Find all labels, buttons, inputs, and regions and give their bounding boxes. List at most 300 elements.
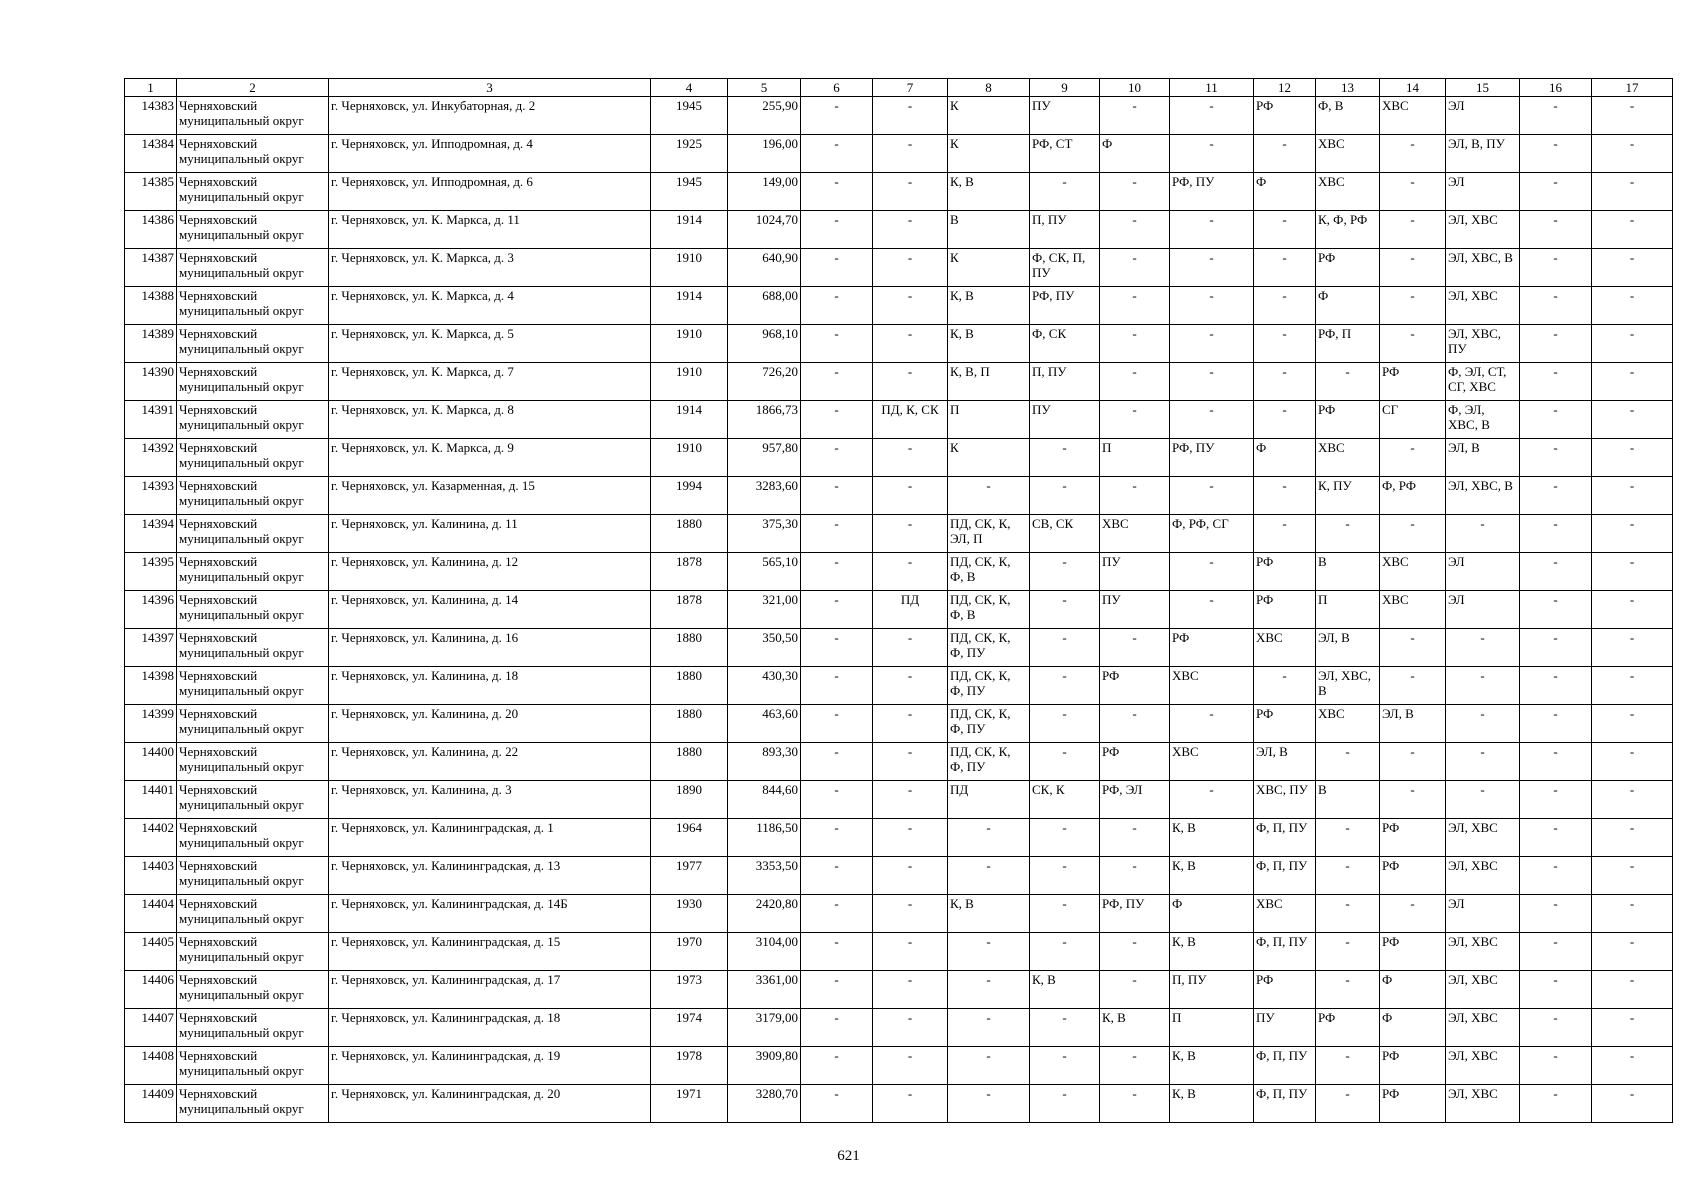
cell-c13: К, ПУ bbox=[1316, 477, 1380, 515]
cell-c11: - bbox=[1170, 249, 1254, 287]
cell-c12: ЭЛ, В bbox=[1254, 743, 1316, 781]
cell-area: 1024,70 bbox=[728, 211, 801, 249]
cell-c10: - bbox=[1100, 629, 1170, 667]
cell-district: Черняховский муниципальный округ bbox=[177, 743, 329, 781]
cell-c13: ХВС bbox=[1316, 135, 1380, 173]
cell-c13: - bbox=[1316, 933, 1380, 971]
cell-c11: - bbox=[1170, 325, 1254, 363]
cell-area: 149,00 bbox=[728, 173, 801, 211]
cell-area: 957,80 bbox=[728, 439, 801, 477]
cell-area: 1186,50 bbox=[728, 819, 801, 857]
cell-id: 14408 bbox=[125, 1047, 177, 1085]
table-row bbox=[125, 325, 1673, 363]
cell-district: Черняховский муниципальный округ bbox=[177, 211, 329, 249]
cell-c15: ЭЛ, ХВС bbox=[1446, 933, 1520, 971]
cell-c7: - bbox=[873, 211, 948, 249]
table-row bbox=[125, 553, 1673, 591]
cell-area: 255,90 bbox=[728, 97, 801, 135]
table-row bbox=[125, 743, 1673, 781]
cell-c14: - bbox=[1380, 135, 1446, 173]
cell-c11: РФ, ПУ bbox=[1170, 173, 1254, 211]
cell-c11: - bbox=[1170, 477, 1254, 515]
cell-c8: ПД bbox=[948, 781, 1030, 819]
cell-c7: - bbox=[873, 895, 948, 933]
cell-c6: - bbox=[801, 705, 873, 743]
cell-c17: - bbox=[1592, 401, 1673, 439]
cell-area: 1866,73 bbox=[728, 401, 801, 439]
cell-c13: - bbox=[1316, 857, 1380, 895]
cell-c14: РФ bbox=[1380, 1047, 1446, 1085]
cell-year: 1880 bbox=[651, 667, 728, 705]
cell-c11: ХВС bbox=[1170, 743, 1254, 781]
cell-c12: РФ bbox=[1254, 591, 1316, 629]
cell-c7: - bbox=[873, 933, 948, 971]
cell-c13: - bbox=[1316, 895, 1380, 933]
cell-area: 968,10 bbox=[728, 325, 801, 363]
cell-district: Черняховский муниципальный округ bbox=[177, 1085, 329, 1123]
cell-district: Черняховский муниципальный округ bbox=[177, 1009, 329, 1047]
cell-area: 3283,60 bbox=[728, 477, 801, 515]
cell-c10: - bbox=[1100, 363, 1170, 401]
cell-area: 640,90 bbox=[728, 249, 801, 287]
cell-c15: ЭЛ, ХВС bbox=[1446, 857, 1520, 895]
cell-district: Черняховский муниципальный округ bbox=[177, 629, 329, 667]
cell-area: 2420,80 bbox=[728, 895, 801, 933]
cell-address: г. Черняховск, ул. Ипподромная, д. 4 bbox=[329, 135, 651, 173]
cell-address: г. Черняховск, ул. Калинина, д. 16 bbox=[329, 629, 651, 667]
cell-year: 1878 bbox=[651, 591, 728, 629]
cell-c12: РФ bbox=[1254, 971, 1316, 1009]
cell-c9: - bbox=[1030, 591, 1100, 629]
cell-id: 14396 bbox=[125, 591, 177, 629]
cell-c12: Ф, П, ПУ bbox=[1254, 1047, 1316, 1085]
cell-district: Черняховский муниципальный округ bbox=[177, 705, 329, 743]
cell-c17: - bbox=[1592, 97, 1673, 135]
cell-id: 14393 bbox=[125, 477, 177, 515]
column-header-6: 6 bbox=[801, 79, 873, 97]
cell-c13: - bbox=[1316, 743, 1380, 781]
cell-c14: - bbox=[1380, 249, 1446, 287]
cell-c15: ЭЛ, ХВС bbox=[1446, 1047, 1520, 1085]
cell-c6: - bbox=[801, 895, 873, 933]
cell-c9: К, В bbox=[1030, 971, 1100, 1009]
cell-c13: П bbox=[1316, 591, 1380, 629]
cell-c15: ЭЛ bbox=[1446, 97, 1520, 135]
column-header-13: 13 bbox=[1316, 79, 1380, 97]
cell-c6: - bbox=[801, 515, 873, 553]
column-header-2: 2 bbox=[177, 79, 329, 97]
cell-c6: - bbox=[801, 363, 873, 401]
table-row bbox=[125, 211, 1673, 249]
cell-c6: - bbox=[801, 97, 873, 135]
cell-c10: - bbox=[1100, 173, 1170, 211]
cell-address: г. Черняховск, ул. Инкубаторная, д. 2 bbox=[329, 97, 651, 135]
table-row bbox=[125, 97, 1673, 135]
cell-c15: ЭЛ, ХВС bbox=[1446, 287, 1520, 325]
cell-c17: - bbox=[1592, 819, 1673, 857]
cell-c7: - bbox=[873, 1085, 948, 1123]
cell-address: г. Черняховск, ул. Ипподромная, д. 6 bbox=[329, 173, 651, 211]
cell-c8: К bbox=[948, 97, 1030, 135]
cell-c16: - bbox=[1520, 781, 1592, 819]
cell-c16: - bbox=[1520, 211, 1592, 249]
cell-c16: - bbox=[1520, 1009, 1592, 1047]
cell-c17: - bbox=[1592, 135, 1673, 173]
cell-area: 463,60 bbox=[728, 705, 801, 743]
cell-c9: - bbox=[1030, 667, 1100, 705]
cell-address: г. Черняховск, ул. Калинина, д. 11 bbox=[329, 515, 651, 553]
cell-c11: - bbox=[1170, 781, 1254, 819]
cell-year: 1964 bbox=[651, 819, 728, 857]
cell-c11: - bbox=[1170, 287, 1254, 325]
cell-c10: - bbox=[1100, 1085, 1170, 1123]
cell-c10: - bbox=[1100, 819, 1170, 857]
cell-year: 1880 bbox=[651, 515, 728, 553]
cell-c16: - bbox=[1520, 743, 1592, 781]
cell-c11: П, ПУ bbox=[1170, 971, 1254, 1009]
cell-id: 14383 bbox=[125, 97, 177, 135]
cell-c13: К, Ф, РФ bbox=[1316, 211, 1380, 249]
cell-c9: - bbox=[1030, 933, 1100, 971]
cell-c12: ХВС, ПУ bbox=[1254, 781, 1316, 819]
cell-district: Черняховский муниципальный округ bbox=[177, 515, 329, 553]
cell-c15: - bbox=[1446, 705, 1520, 743]
cell-address: г. Черняховск, ул. К. Маркса, д. 11 bbox=[329, 211, 651, 249]
cell-c14: - bbox=[1380, 629, 1446, 667]
cell-address: г. Черняховск, ул. К. Маркса, д. 5 bbox=[329, 325, 651, 363]
cell-c7: - bbox=[873, 477, 948, 515]
cell-c17: - bbox=[1592, 781, 1673, 819]
cell-c16: - bbox=[1520, 1047, 1592, 1085]
cell-year: 1880 bbox=[651, 743, 728, 781]
table-body bbox=[125, 97, 1673, 1123]
table-row bbox=[125, 667, 1673, 705]
cell-year: 1880 bbox=[651, 629, 728, 667]
cell-area: 893,30 bbox=[728, 743, 801, 781]
cell-c9: - bbox=[1030, 629, 1100, 667]
cell-c11: Ф bbox=[1170, 895, 1254, 933]
cell-c13: ХВС bbox=[1316, 705, 1380, 743]
cell-address: г. Черняховск, ул. К. Маркса, д. 4 bbox=[329, 287, 651, 325]
cell-c8: - bbox=[948, 819, 1030, 857]
cell-year: 1930 bbox=[651, 895, 728, 933]
cell-c16: - bbox=[1520, 553, 1592, 591]
cell-c17: - bbox=[1592, 1085, 1673, 1123]
cell-c16: - bbox=[1520, 515, 1592, 553]
cell-c15: Ф, ЭЛ, СТ, СГ, ХВС bbox=[1446, 363, 1520, 401]
cell-c11: - bbox=[1170, 97, 1254, 135]
cell-district: Черняховский муниципальный округ bbox=[177, 971, 329, 1009]
cell-c17: - bbox=[1592, 325, 1673, 363]
column-header-8: 8 bbox=[948, 79, 1030, 97]
cell-c12: - bbox=[1254, 211, 1316, 249]
cell-c17: - bbox=[1592, 933, 1673, 971]
cell-c9: - bbox=[1030, 173, 1100, 211]
cell-c7: - bbox=[873, 325, 948, 363]
cell-c6: - bbox=[801, 249, 873, 287]
cell-id: 14406 bbox=[125, 971, 177, 1009]
cell-c6: - bbox=[801, 477, 873, 515]
cell-c16: - bbox=[1520, 363, 1592, 401]
cell-c10: П bbox=[1100, 439, 1170, 477]
cell-c12: Ф, П, ПУ bbox=[1254, 933, 1316, 971]
cell-c14: ХВС bbox=[1380, 553, 1446, 591]
cell-area: 844,60 bbox=[728, 781, 801, 819]
table-row bbox=[125, 933, 1673, 971]
cell-c8: П bbox=[948, 401, 1030, 439]
cell-c16: - bbox=[1520, 135, 1592, 173]
cell-district: Черняховский муниципальный округ bbox=[177, 553, 329, 591]
cell-c14: Ф bbox=[1380, 971, 1446, 1009]
cell-address: г. Черняховск, ул. Калинина, д. 18 bbox=[329, 667, 651, 705]
cell-address: г. Черняховск, ул. Калининградская, д. 1 bbox=[329, 819, 651, 857]
cell-id: 14402 bbox=[125, 819, 177, 857]
cell-c7: - bbox=[873, 743, 948, 781]
table-row bbox=[125, 135, 1673, 173]
cell-address: г. Черняховск, ул. Калининградская, д. 17 bbox=[329, 971, 651, 1009]
column-header-12: 12 bbox=[1254, 79, 1316, 97]
cell-c17: - bbox=[1592, 857, 1673, 895]
cell-c16: - bbox=[1520, 933, 1592, 971]
cell-c10: РФ bbox=[1100, 743, 1170, 781]
cell-c9: П, ПУ bbox=[1030, 363, 1100, 401]
cell-c11: - bbox=[1170, 135, 1254, 173]
table-row bbox=[125, 439, 1673, 477]
cell-c15: - bbox=[1446, 781, 1520, 819]
cell-c17: - bbox=[1592, 629, 1673, 667]
cell-c17: - bbox=[1592, 477, 1673, 515]
cell-c7: ПД, К, СК bbox=[873, 401, 948, 439]
cell-c10: - bbox=[1100, 325, 1170, 363]
cell-c11: - bbox=[1170, 363, 1254, 401]
cell-c16: - bbox=[1520, 1085, 1592, 1123]
cell-c14: - bbox=[1380, 439, 1446, 477]
cell-c7: - bbox=[873, 173, 948, 211]
cell-c9: - bbox=[1030, 857, 1100, 895]
table-row bbox=[125, 591, 1673, 629]
table-row bbox=[125, 781, 1673, 819]
cell-c6: - bbox=[801, 173, 873, 211]
cell-c14: РФ bbox=[1380, 933, 1446, 971]
cell-c12: Ф bbox=[1254, 439, 1316, 477]
cell-c16: - bbox=[1520, 287, 1592, 325]
cell-year: 1970 bbox=[651, 933, 728, 971]
cell-c8: ПД, СК, К, Ф, ПУ bbox=[948, 629, 1030, 667]
cell-address: г. Черняховск, ул. Калинина, д. 12 bbox=[329, 553, 651, 591]
cell-year: 1910 bbox=[651, 325, 728, 363]
cell-c13: Ф, В bbox=[1316, 97, 1380, 135]
cell-district: Черняховский муниципальный округ bbox=[177, 401, 329, 439]
cell-address: г. Черняховск, ул. Калинина, д. 14 bbox=[329, 591, 651, 629]
cell-id: 14404 bbox=[125, 895, 177, 933]
cell-c8: ПД, СК, К, Ф, В bbox=[948, 591, 1030, 629]
cell-c17: - bbox=[1592, 705, 1673, 743]
cell-year: 1973 bbox=[651, 971, 728, 1009]
cell-area: 3104,00 bbox=[728, 933, 801, 971]
cell-year: 1925 bbox=[651, 135, 728, 173]
cell-id: 14388 bbox=[125, 287, 177, 325]
cell-district: Черняховский муниципальный округ bbox=[177, 325, 329, 363]
cell-c9: - bbox=[1030, 477, 1100, 515]
cell-c16: - bbox=[1520, 819, 1592, 857]
cell-c15: ЭЛ, ХВС bbox=[1446, 211, 1520, 249]
cell-c16: - bbox=[1520, 857, 1592, 895]
cell-c10: - bbox=[1100, 933, 1170, 971]
cell-id: 14397 bbox=[125, 629, 177, 667]
cell-c13: В bbox=[1316, 781, 1380, 819]
cell-address: г. Черняховск, ул. К. Маркса, д. 9 bbox=[329, 439, 651, 477]
cell-c8: К bbox=[948, 249, 1030, 287]
cell-c10: РФ, ПУ bbox=[1100, 895, 1170, 933]
cell-c6: - bbox=[801, 971, 873, 1009]
cell-c12: - bbox=[1254, 667, 1316, 705]
cell-area: 3353,50 bbox=[728, 857, 801, 895]
cell-c12: - bbox=[1254, 325, 1316, 363]
table-row bbox=[125, 287, 1673, 325]
cell-c16: - bbox=[1520, 667, 1592, 705]
cell-c6: - bbox=[801, 135, 873, 173]
cell-c7: - bbox=[873, 97, 948, 135]
cell-c15: ЭЛ, ХВС bbox=[1446, 971, 1520, 1009]
cell-c17: - bbox=[1592, 743, 1673, 781]
column-header-17: 17 bbox=[1592, 79, 1673, 97]
cell-year: 1910 bbox=[651, 363, 728, 401]
cell-year: 1890 bbox=[651, 781, 728, 819]
cell-c17: - bbox=[1592, 439, 1673, 477]
cell-c11: К, В bbox=[1170, 1085, 1254, 1123]
cell-c8: - bbox=[948, 933, 1030, 971]
cell-c7: - bbox=[873, 249, 948, 287]
cell-c9: Ф, СК, П, ПУ bbox=[1030, 249, 1100, 287]
cell-c6: - bbox=[801, 857, 873, 895]
table-row bbox=[125, 705, 1673, 743]
cell-address: г. Черняховск, ул. К. Маркса, д. 8 bbox=[329, 401, 651, 439]
cell-c8: ПД, СК, К, Ф, ПУ bbox=[948, 667, 1030, 705]
cell-c6: - bbox=[801, 819, 873, 857]
cell-c6: - bbox=[801, 1085, 873, 1123]
cell-year: 1945 bbox=[651, 97, 728, 135]
cell-id: 14385 bbox=[125, 173, 177, 211]
cell-c12: - bbox=[1254, 249, 1316, 287]
cell-c14: - bbox=[1380, 515, 1446, 553]
cell-c9: - bbox=[1030, 439, 1100, 477]
cell-id: 14395 bbox=[125, 553, 177, 591]
cell-area: 3361,00 bbox=[728, 971, 801, 1009]
cell-c7: - bbox=[873, 515, 948, 553]
cell-c17: - bbox=[1592, 971, 1673, 1009]
cell-c10: - bbox=[1100, 971, 1170, 1009]
cell-c10: - bbox=[1100, 249, 1170, 287]
cell-c13: - bbox=[1316, 1085, 1380, 1123]
cell-c7: - bbox=[873, 629, 948, 667]
cell-c6: - bbox=[801, 287, 873, 325]
cell-c7: - bbox=[873, 439, 948, 477]
table-row bbox=[125, 173, 1673, 211]
cell-c14: - bbox=[1380, 211, 1446, 249]
cell-year: 1910 bbox=[651, 249, 728, 287]
cell-district: Черняховский муниципальный округ bbox=[177, 363, 329, 401]
column-header-5: 5 bbox=[728, 79, 801, 97]
cell-c16: - bbox=[1520, 325, 1592, 363]
cell-c11: - bbox=[1170, 705, 1254, 743]
cell-c6: - bbox=[801, 1009, 873, 1047]
cell-c6: - bbox=[801, 629, 873, 667]
cell-c10: - bbox=[1100, 401, 1170, 439]
cell-c7: - bbox=[873, 819, 948, 857]
cell-c6: - bbox=[801, 1047, 873, 1085]
cell-c10: - bbox=[1100, 287, 1170, 325]
table-row bbox=[125, 363, 1673, 401]
cell-c14: ХВС bbox=[1380, 97, 1446, 135]
cell-c8: ПД, СК, К, Ф, ПУ bbox=[948, 743, 1030, 781]
cell-address: г. Черняховск, ул. Калининградская, д. 18 bbox=[329, 1009, 651, 1047]
cell-c8: К, В bbox=[948, 895, 1030, 933]
cell-c9: РФ, ПУ bbox=[1030, 287, 1100, 325]
cell-c9: РФ, СТ bbox=[1030, 135, 1100, 173]
cell-c13: Ф bbox=[1316, 287, 1380, 325]
cell-c11: - bbox=[1170, 211, 1254, 249]
cell-district: Черняховский муниципальный округ bbox=[177, 591, 329, 629]
cell-c13: - bbox=[1316, 515, 1380, 553]
cell-area: 350,50 bbox=[728, 629, 801, 667]
cell-address: г. Черняховск, ул. К. Маркса, д. 7 bbox=[329, 363, 651, 401]
cell-c9: Ф, СК bbox=[1030, 325, 1100, 363]
cell-year: 1878 bbox=[651, 553, 728, 591]
cell-district: Черняховский муниципальный округ bbox=[177, 667, 329, 705]
cell-c6: - bbox=[801, 591, 873, 629]
cell-address: г. Черняховск, ул. Калининградская, д. 14Б bbox=[329, 895, 651, 933]
cell-c16: - bbox=[1520, 629, 1592, 667]
cell-id: 14391 bbox=[125, 401, 177, 439]
cell-c10: РФ, ЭЛ bbox=[1100, 781, 1170, 819]
cell-c8: К, В bbox=[948, 287, 1030, 325]
cell-year: 1945 bbox=[651, 173, 728, 211]
cell-c12: - bbox=[1254, 515, 1316, 553]
table-row bbox=[125, 819, 1673, 857]
cell-c10: Ф bbox=[1100, 135, 1170, 173]
cell-c17: - bbox=[1592, 211, 1673, 249]
cell-c13: - bbox=[1316, 971, 1380, 1009]
cell-c11: К, В bbox=[1170, 819, 1254, 857]
cell-c7: - bbox=[873, 287, 948, 325]
cell-c11: - bbox=[1170, 553, 1254, 591]
cell-c9: - bbox=[1030, 743, 1100, 781]
cell-c15: ЭЛ, ХВС bbox=[1446, 1085, 1520, 1123]
cell-c15: ЭЛ bbox=[1446, 591, 1520, 629]
cell-district: Черняховский муниципальный округ bbox=[177, 819, 329, 857]
cell-c11: - bbox=[1170, 401, 1254, 439]
cell-c15: Ф, ЭЛ, ХВС, В bbox=[1446, 401, 1520, 439]
cell-c9: ПУ bbox=[1030, 401, 1100, 439]
cell-c12: Ф, П, ПУ bbox=[1254, 857, 1316, 895]
cell-address: г. Черняховск, ул. Калининградская, д. 19 bbox=[329, 1047, 651, 1085]
cell-c10: ПУ bbox=[1100, 591, 1170, 629]
cell-address: г. Черняховск, ул. Калинина, д. 20 bbox=[329, 705, 651, 743]
cell-c11: П bbox=[1170, 1009, 1254, 1047]
cell-area: 3179,00 bbox=[728, 1009, 801, 1047]
cell-id: 14401 bbox=[125, 781, 177, 819]
cell-c6: - bbox=[801, 933, 873, 971]
cell-year: 1910 bbox=[651, 439, 728, 477]
cell-year: 1978 bbox=[651, 1047, 728, 1085]
cell-district: Черняховский муниципальный округ bbox=[177, 135, 329, 173]
cell-c6: - bbox=[801, 743, 873, 781]
cell-c16: - bbox=[1520, 173, 1592, 211]
cell-c15: ЭЛ bbox=[1446, 895, 1520, 933]
cell-c10: - bbox=[1100, 211, 1170, 249]
cell-c7: - bbox=[873, 971, 948, 1009]
cell-c14: - bbox=[1380, 667, 1446, 705]
